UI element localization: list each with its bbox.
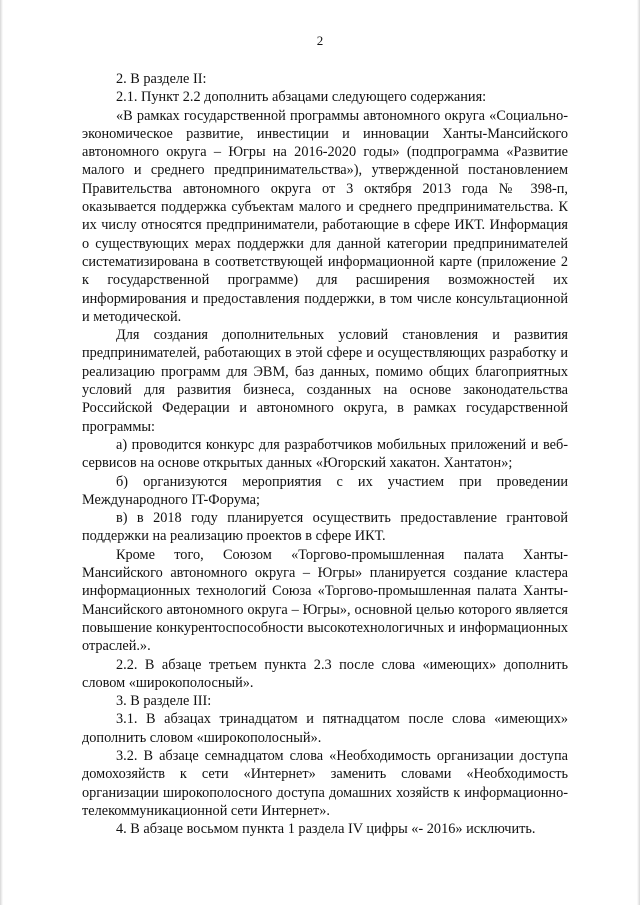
page-number: 2 (316, 33, 324, 48)
scan-edge-left (0, 0, 3, 905)
paragraph-section-2-heading: 2. В разделе II: (116, 71, 207, 87)
paragraph-item-b: б) организуются мероприятия с их участием при проведении Международного IT-Форума; (82, 473, 568, 508)
paragraph-2-2: 2.2. В абзаце третьем пункта 2.3 после слова «имеющих» дополнить словом «широкополосный». (82, 656, 568, 691)
paragraph-item-v: в) в 2018 году планируется осуществить предоставление грантовой поддержки на реализацию проектов в сфере ИКТ. (82, 510, 568, 545)
document-body (82, 70, 568, 838)
paragraph-program-support: «В рамках государственной программы автономного округа «Социально-экономическое развитие, инвестиции и инновации Ханты-Мансийского автономного округа – Югры на 2016-2020 годы» (подпрограмма «Развитие малого и среднего предпринимательства»), утвержденной постановлением Правительства автономного округа от 3 октября 2013 года № 398-п, оказывается поддержка субъектам малого и среднего предпринимательства. К их числу относятся предприниматели, работающие в сфере ИКТ. Информация о существующих мерах поддержки для данной категории предпринимателей систематизирована в соответствующей информационной карте (приложение 2 к государственной программе) для расширения возможностей их информирования и предоставления поддержки, в том числе консультационной и методической. (82, 107, 568, 325)
paragraph-2-1: 2.1. Пункт 2.2 дополнить абзацами следующего содержания: (116, 89, 487, 106)
paragraph-3-2: 3.2. В абзаце семнадцатом слова «Необходимость организации доступа домохозяйств к сети «Интернет» заменить словами «Необходимость организации широкополосного доступа домашних хозяйств к информационно-телекоммуникационной сети Интернет». (82, 747, 568, 819)
paragraph-item-a: а) проводится конкурс для разработчиков мобильных приложений и веб-сервисов на основе открытых данных «Югорский хакатон. Хантатон»; (82, 436, 568, 472)
paragraph-3-1: 3.1. В абзацах тринадцатом и пятнадцатом после слова «имеющих» дополнить словом «широкополосный». (82, 711, 568, 746)
paragraph-chamber-cluster: Кроме того, Союзом «Торгово-промышленная палата Ханты-Мансийского автономного округа – Югры» планируется создание кластера информационных технологий Союза «Торгово-промышленная палата Ханты-Мансийского автономного округа – Югры», основной целью которого является повышение конкурентоспособности высокотехнологичных и информационных отраслей.». (82, 546, 568, 655)
paragraph-section-3-heading: 3. В разделе III: (116, 693, 212, 710)
paragraph-additional-conditions: Для создания дополнительных условий становления и развития предпринимателей, работающих в этой сфере и осуществляющих разработку и реализацию программ для ЭВМ, баз данных, помимо общих благоприятных условий для развития бизнеса, созданных на основе законодательства Российской Федерации и автономного округа, в рамках государственной программы: (82, 327, 568, 435)
paragraph-4: 4. В абзаце восьмом пункта 1 раздела IV цифры «- 2016» исключить. (116, 821, 536, 838)
